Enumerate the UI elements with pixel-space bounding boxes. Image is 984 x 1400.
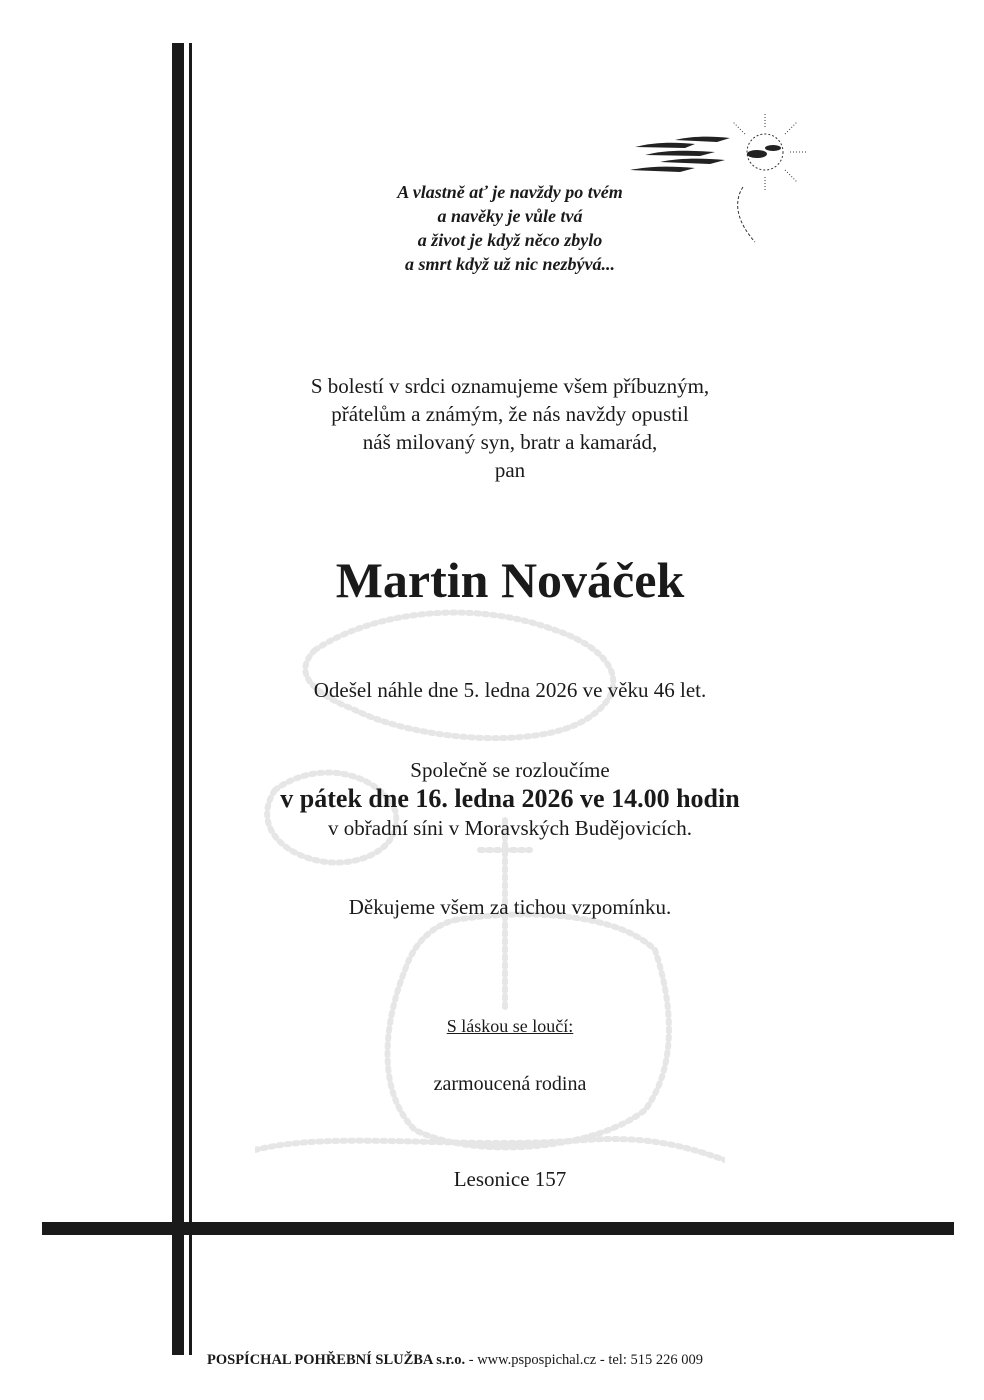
deceased-name: Martin Nováček: [335, 552, 685, 608]
funeral-place: v obřadní síni v Moravských Budějovicích.: [328, 816, 692, 840]
announcement-line: S bolestí v srdci oznamujeme všem příbuzným,: [310, 374, 710, 398]
footer: [207, 1350, 703, 1370]
address-text: Lesonice 157: [453, 1167, 567, 1191]
horizontal-border: [42, 1222, 954, 1235]
funeral-datetime: v pátek dne 16. ledna 2026 ve 14.00 hodin: [280, 784, 740, 813]
announcement: [220, 372, 800, 484]
vertical-border-thin: [189, 43, 192, 1355]
announcement-line: pan: [494, 458, 526, 482]
farewell-label: S láskou se loučí:: [446, 1016, 574, 1036]
announcement-line: náš milovaný syn, bratr a kamarád,: [362, 430, 658, 454]
poem: [220, 180, 800, 276]
family-text: zarmoucená rodina: [433, 1073, 587, 1095]
poem-line: a navěky je vůle tvá: [437, 206, 583, 226]
announcement-line: přátelům a známým, že nás navždy opustil: [331, 402, 689, 426]
thanks-text: Děkujeme všem za tichou vzpomínku.: [348, 895, 672, 919]
footer-brand: POSPÍCHAL POHŘEBNÍ SLUŽBA s.r.o.: [207, 1352, 466, 1368]
death-notice: Odešel náhle dne 5. ledna 2026 ve věku 46 let.: [313, 678, 707, 702]
vertical-border-thick: [172, 43, 184, 1355]
poem-line: a život je když něco zbylo: [417, 230, 603, 250]
poem-line: a smrt když už nic nezbývá...: [404, 254, 615, 274]
footer-contact: - www.pspospichal.cz - tel: 515 226 009: [465, 1352, 703, 1368]
poem-line: A vlastně ať je navždy po tvém: [397, 182, 623, 202]
funeral-intro: Společně se rozloučíme: [410, 758, 610, 782]
